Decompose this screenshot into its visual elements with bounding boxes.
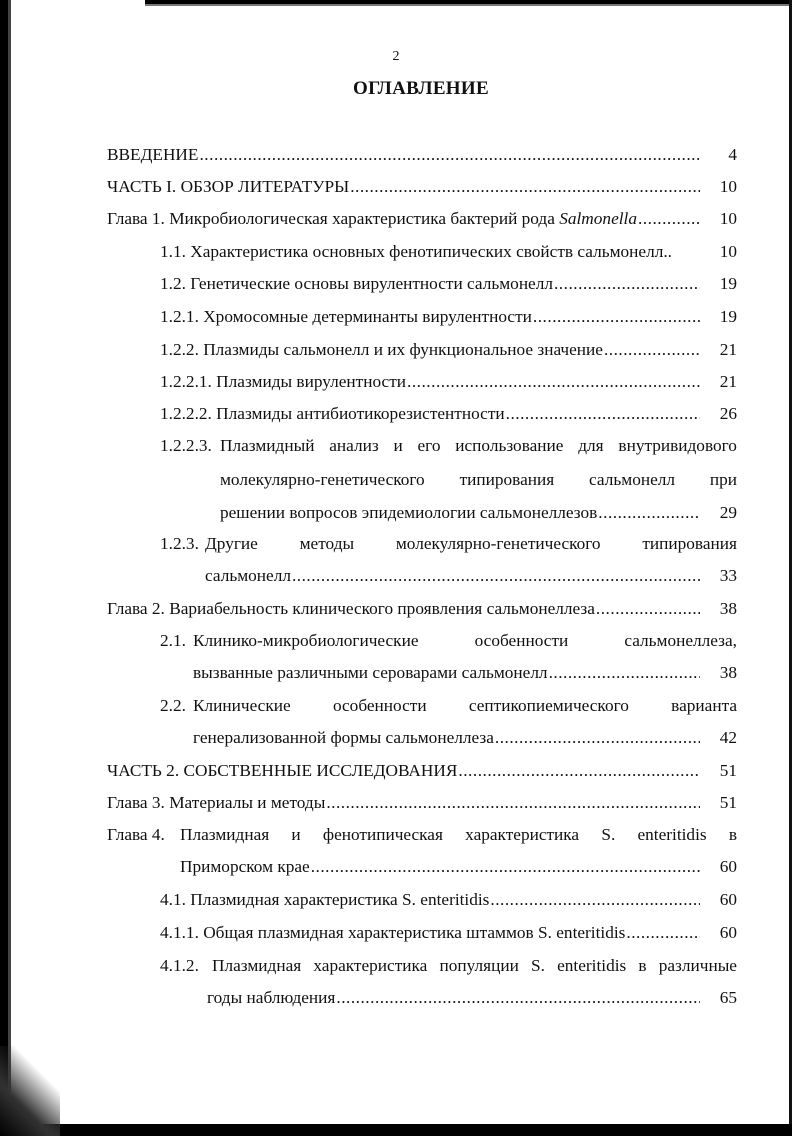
toc-entry-continuation [0,983,792,1013]
toc-entry-continuation [0,465,792,495]
toc-entry-title: Глава 3. Материалы и методы [107,793,326,812]
toc-entry-page: 21 [719,372,737,391]
toc-leader-dots [596,594,700,624]
toc-entry-page: 29 [719,503,737,522]
word: Плазмидный [220,436,315,455]
toc-entry-continuation [0,498,792,528]
toc-leader-dots [598,498,700,528]
toc-entry-number: 1.2.2.3. [160,436,212,455]
word: в [728,825,737,844]
toc-leader-dots [199,140,700,170]
toc-entry-page: 51 [719,761,737,780]
toc-entry[interactable] [0,951,792,981]
toc-entry[interactable] [0,367,792,397]
toc-entry-page: 33 [719,566,737,585]
scan-corner-shadow [0,1046,60,1136]
word: сальмонелл [589,470,675,489]
word: молекулярно-генетического [395,534,601,553]
word: септикопиемического [468,696,629,715]
word: Клинико-микробиологические [193,631,419,650]
toc-entry-title: 1.2.2. Плазмиды сальмонелл и их функциональное значение [160,340,603,359]
word: при [709,470,737,489]
toc-entry-page: 10 [719,209,737,228]
word: характеристика [465,825,580,844]
toc-entry-italic: Salmonella [559,209,637,228]
toc-leader-dots [604,335,700,365]
toc-title: ОГЛАВЛЕНИЕ [353,78,489,99]
word: в [638,956,647,975]
toc-entry-title: решении вопросов эпидемиологии сальмонеллезов [220,503,598,522]
toc-entry-title: ЧАСТЬ I. ОБЗОР ЛИТЕРАТУРЫ [107,177,350,196]
toc-entry-title: Приморском крае [180,857,310,876]
toc-entry[interactable] [0,529,792,559]
scan-border-bottom [0,1124,792,1136]
toc-entry-title: 1.2. Генетические основы вирулентности сальмонелл [160,274,553,293]
toc-entry[interactable] [0,820,792,850]
toc-entry-title: ЧАСТЬ 2. СОБСТВЕННЫЕ ИССЛЕДОВАНИЯ [107,761,458,780]
toc-leader-dots [292,561,700,591]
toc-entry-title: 4.1. Плазмидная характеристика S. enteritidis [160,890,490,909]
toc-entry-page: 60 [719,923,737,942]
toc-entry-line [212,951,737,981]
word: типирования [642,534,737,553]
toc-entry[interactable] [0,172,792,202]
toc-leader-dots [407,367,700,397]
word: S. [601,825,616,844]
toc-leader-dots [626,918,700,948]
toc-leader-dots [326,788,700,818]
word: Другие [205,534,258,553]
toc-entry-line [180,820,737,850]
toc-entry-page: 19 [719,307,737,326]
word: различные [658,956,737,975]
word: Клинические [193,696,291,715]
toc-entry[interactable] [0,204,792,234]
toc-entry-title: 1.2.2.2. Плазмиды антибиотикорезистентности [160,404,505,423]
toc-entry-title: 4.1.1. Общая плазмидная характеристика штаммов S. enteritidis [160,923,626,942]
toc-leader-dots [336,983,700,1013]
toc-entry[interactable] [0,335,792,365]
toc-entry[interactable] [0,756,792,786]
toc-entry[interactable] [0,691,792,721]
word: сальмонеллеза, [624,631,737,650]
toc-entry-title: Глава 2. Вариабельность клинического проявления сальмонеллеза [107,599,595,618]
toc-leader-dots [554,269,700,299]
toc-entry[interactable] [0,140,792,170]
toc-entry[interactable] [0,885,792,915]
toc-entry-number: 2.1. [160,631,186,650]
toc-entry-page: 10 [719,177,737,196]
toc-entry[interactable] [0,302,792,332]
toc-entry-title: годы наблюдения [207,988,336,1007]
toc-entry[interactable] [0,918,792,948]
toc-leader-dots [495,723,700,753]
word: внутривидового [618,436,737,455]
word: характеристика [313,956,428,975]
toc-entry-page: 10 [719,242,737,261]
toc-entry-title: ВВЕДЕНИЕ [107,145,199,164]
toc-entry-title: 1.2.1. Хромосомные детерминанты вирулентности [160,307,532,326]
word: и [393,436,403,455]
toc-leader-dots [350,172,700,202]
toc-entry-number: Глава 4. [107,825,165,844]
toc-entry-line [205,529,737,559]
word: и [291,825,301,844]
toc-entry-page: 60 [719,890,737,909]
toc-entry-line [193,626,737,656]
toc-entry-continuation [0,658,792,688]
toc-entry[interactable] [0,399,792,429]
toc-entry-page: 38 [719,599,737,618]
toc-entry-page: 60 [719,857,737,876]
word: Плазмидная [180,825,270,844]
toc-leader-dots [506,399,700,429]
toc-leader-dots [638,204,700,234]
toc-entry-title: 1.1. Характеристика основных фенотипических свойств сальмонелл.. [160,242,672,261]
toc-entry[interactable] [0,788,792,818]
word: анализ [329,436,379,455]
word: использование [455,436,564,455]
word: S. [531,956,545,975]
toc-entry-title: 1.2.2.1. Плазмиды вирулентности [160,372,407,391]
word: типирования [459,470,555,489]
toc-entry-page: 42 [719,728,737,747]
toc-entry-number: 4.1.2. [160,956,199,975]
toc-entry-page: 4 [728,145,737,164]
toc-entry-page: 26 [719,404,737,423]
toc-entry[interactable] [0,626,792,656]
toc-entry-title: генерализованной формы сальмонеллеза [193,728,494,747]
scan-border-top-shadow [145,4,792,6]
word: особенности [332,696,427,715]
word: Плазмидная [212,956,302,975]
word: популяции [439,956,519,975]
toc-entry[interactable] [0,431,792,461]
toc-entry-line [220,431,737,461]
toc-entry[interactable] [0,237,792,267]
toc-entry-line [220,465,737,495]
word: методы [299,534,355,553]
toc-entry-page: 38 [719,663,737,682]
word: enteritidis [557,956,627,975]
word: особенности [474,631,569,650]
toc-entry-continuation [0,723,792,753]
toc-entry-page: 19 [719,274,737,293]
toc-entry-number: 2.2. [160,696,186,715]
toc-leader-dots [490,885,700,915]
word: варианта [671,696,737,715]
toc-entry-title: вызванные различными сероварами сальмонелл [193,663,548,682]
toc-leader-dots [458,756,700,786]
toc-entry-title: сальмонелл [205,566,291,585]
toc-entry-page: 51 [719,793,737,812]
toc-entry[interactable] [0,269,792,299]
toc-entry-number: 1.2.3. [160,534,199,553]
toc-leader-dots [533,302,700,332]
word: для [578,436,604,455]
toc-leader-dots [549,658,700,688]
toc-entry-continuation [0,852,792,882]
toc-entry-continuation [0,561,792,591]
word: его [417,436,441,455]
word: enteritidis [637,825,707,844]
page-number: 2 [392,49,400,64]
toc-leader-dots [311,852,700,882]
word: фенотипическая [322,825,443,844]
toc-entry-line [193,691,737,721]
toc-entry-page: 65 [719,988,737,1007]
toc-entry[interactable] [0,594,792,624]
word: молекулярно-генетического [220,470,425,489]
toc-entry-title: Глава 1. Микробиологическая характеристика бактерий рода Salmonella [107,209,637,228]
toc-entry-page: 21 [719,340,737,359]
